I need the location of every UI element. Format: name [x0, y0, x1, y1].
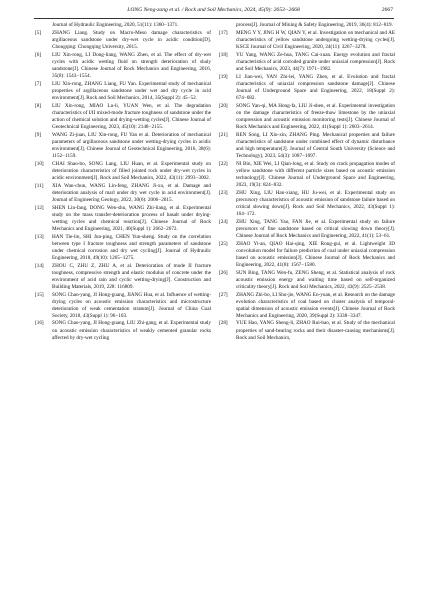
reference-number: [19]	[219, 73, 228, 80]
reference-entry	[35, 234, 211, 262]
reference-text: ZHANG Zhi-bo, LI Shu-jie, WANG En-yuan, et al. Research on the damage evolution characteristics of coal based on cluster analysis of temporal-spatial dimension of acoustic emission events[J]. Chinese Journal of Rock Mechanics and Engineering, 2020, 39(Suppl 2): 3338−3347.	[236, 291, 395, 319]
reference-entry	[35, 205, 211, 233]
running-title: LONG Neng-zang et al. / Rock and Soil Mechanics, 2024, 45(9): 2653−2668	[127, 7, 300, 13]
reference-text: SONG Chao-yang, JI Hong-guang, LIU Zhi-gang, et al. Experimental study on acoustic emission characteristics of weakly cemented granular rocks affected by dry-wet cycling	[52, 320, 211, 341]
reference-entry	[219, 241, 395, 269]
reference-number: [16]	[35, 320, 44, 327]
reference-number: [6]	[35, 51, 42, 58]
reference-number: [24]	[219, 218, 228, 225]
reference-number: [25]	[219, 240, 228, 247]
reference-entry	[219, 52, 395, 73]
reference-entry	[219, 74, 395, 102]
reference-number: [22]	[219, 160, 228, 167]
reference-number: [14]	[35, 262, 44, 269]
reference-number: [28]	[219, 320, 228, 327]
reference-text: ZHAO Yi-an, QIAO Hai-qing, XIE Rong-gui, et al. Lightweight 3D convolution model for failure prediction of coal under uniaxial compression based on acoustic emission[J]. Chinese Journal of Rock Mechanics and Engineering, 2022, 41(8): 1567−1580.	[236, 240, 395, 268]
reference-entry	[219, 190, 395, 218]
reference-text: SUN Bing, TANG Wen-fu, ZENG Sheng, et al. Statistical analysis of rock acoustic emission energy and waiting time based on self-organized criticality theory[J]. Rock and Soil Mechanics, 2022, 43(9): 2525−2538.	[236, 269, 395, 290]
reference-text: MENG Y Y, JING H W, QIAN Y, et al. Investigation on mechanical and AE characteristics of yellow sandstone undergoing wetting-drying cycles[J]. KSCE Journal of Civil Engineering, 2020, 24(11): 3267−3278.	[236, 29, 395, 50]
reference-text: ZHOU C, ZHU Z, ZHU A, et al. Deterioration of mode II fracture toughness, compressive strength and elastic modulus of concrete under the environment of acid rain and cyclic wetting-drying[J]. Construction and Building Materials, 2019, 228: 116809.	[52, 262, 211, 290]
reference-number: [7]	[35, 80, 42, 87]
references-left-column	[35, 22, 211, 342]
reference-text: WANG Zi-juan, LIU Xin-rong, FU Yan et al. Deterioration of mechanical parameters of argillaceous sandstone under wetting-drying cycles in acidic environment[J]. Chinese Journal of Geotechnical Engineering, 2016, 38(6): 1152−1159.	[52, 131, 211, 159]
reference-entry	[35, 320, 211, 341]
reference-entry	[35, 103, 211, 131]
reference-entry	[35, 30, 211, 51]
reference-entry	[35, 132, 211, 160]
reference-text: LIU Xin-rong, MIAO Lu-li, YUAN Wen, et al. The degradation characteristics of I/II mixed-mode fracture toughness of sandstone under the action of chemical solution and drying-wetting cycles[J]. Chinese Journal of Geotechnical Engineering, 2023, 45(10): 2148−2155.	[52, 102, 211, 130]
reference-number: [9]	[35, 131, 42, 138]
reference-number: [18]	[219, 51, 228, 58]
reference-text: REN Song, LI Xiu-xin, ZHANG Ping. Mechanical properties and failure characteristics of sandstone under combined effect of dynamic disturbance and high temperature[J]. Journal of Central South University (Science and Technology), 2023, 54(3): 1087−1097.	[236, 131, 395, 159]
reference-number: [27]	[219, 291, 228, 298]
reference-entry	[219, 292, 395, 320]
reference-text: LI Jian-wei, YAN Zhi-lei, YANG Zhen, et al. Evolution and fractal characteristics of uniaxial compression sandstone damage[J]. Chinese Journal of Underground Space and Engineering, 2022, 18(Suppl 2): 674−682.	[236, 73, 395, 101]
reference-entry	[219, 161, 395, 189]
reference-entry	[35, 161, 211, 182]
reference-text: CHAI Shao-bo, SONG Lang, LIU Huan, et al. Experimental study on deterioration characteristics of filled jointed rock under dry-wet cycles in acidic environment[J]. Rock and Soil Mechanics, 2022, 43(11): 2993−3002.	[52, 160, 211, 181]
reference-entry	[219, 219, 395, 240]
reference-number: [21]	[219, 131, 228, 138]
header-rule	[34, 18, 394, 19]
reference-number: [10]	[35, 160, 44, 167]
reference-number: [26]	[219, 269, 228, 276]
reference-text: process[J]. Journal of Mining & Safety Engineering, 2019, 36(4): 812−819.	[236, 22, 393, 28]
reference-entry	[35, 81, 211, 102]
reference-number: [11]	[35, 182, 44, 189]
reference-number: [8]	[35, 102, 42, 109]
reference-text: HAN Tie-lin, SHI Jun-ping, CHEN Yun-sheng. Study on the correlation between type I fracture toughness and strength parameters of sandstone under chemical corrosion and dry wet cycling[J]. Journal of Hydraulic Engineering, 2018, 49(10): 1265−1275.	[52, 233, 211, 261]
reference-continuation	[35, 22, 211, 29]
reference-text: Journal of Hydraulic Engineering, 2020, 51(11): 1360−1371.	[52, 22, 179, 28]
reference-text: SHEN Lin-fang, DONG Wen-shu, WANG Zhi-liang, et al. Experimental study on the mass transfer-deterioration process of basalt under drying-wetting cycles and chemical reaction[J]. Chinese Journal of Rock Mechanics and Engineering, 2021, 40(Suppl 1): 2662−2672.	[52, 204, 211, 232]
reference-number: [17]	[219, 29, 228, 36]
reference-text: ZHU Xing, TANG Yao, FAN Jie, et al. Experimental study on failure precursors of fine sandstone based on critical slowing down theory[J]. Chinese Journal of Rock Mechanics and Engineering, 2022, 41(1): 53−61.	[236, 218, 395, 239]
reference-entry	[35, 292, 211, 320]
reference-text: XIA Wan-chun, WANG Lin-feng, ZHANG Ji-xu, et al. Damage and deterioration analysis of marl under dry wet cycle in acid environment[J]. Journal of Engineering Geology, 2022, 30(6): 2006−2015.	[52, 182, 211, 203]
reference-text: YUE Hao, YANG Sheng-li, ZHAO Rui-bao, et al. Study of the mechanical properties of sand-bearing rocks and their disaster-causing mechanisms[J]. Rock and Soil Mechanics,	[236, 320, 395, 341]
reference-entry	[219, 103, 395, 131]
reference-entry	[219, 270, 395, 291]
reference-number: [13]	[35, 233, 44, 240]
reference-text: YU Yang, WANG Ze-hua, TANG Cai-xuan. Energy evolution and fractal characteristics of acid corroded granite under uniaxial compression[J]. Rock and Soil Mechanics, 2023, 44(7): 1971−1982.	[236, 51, 395, 72]
reference-number: [20]	[219, 102, 228, 109]
reference-text: LIU Xin-rong, LI Dong-liang, WANG Zhen, et al. The effect of dry-wet cycles with acidic wetting fluid on strength deterioration of shaly sandstone[J]. Chinese Journal of Rock Mechanics and Engineering, 2016, 35(8): 1543−1554.	[52, 51, 211, 79]
reference-entry	[35, 52, 211, 80]
reference-entry	[219, 132, 395, 160]
reference-text: SONG Chao-yang, JI Hong-guang, JIANG Hua, et al. Influence of wetting-drying cycles on acoustic emission characteristics and microstructure deterioration of weak cementation stratum[J]. Journal of China Coal Society, 2018, 43(Suppl 1): 96−103.	[52, 291, 211, 319]
reference-entry	[35, 183, 211, 204]
reference-text: SONG Yan-qi, MA Hong-fa, LIU Ji-shen, et al. Experimental investigation on the damage characteristics of freeze-thaw limestone by the uniaxial compression and acoustic emission monitoring tests[J]. Chinese Journal of Rock Mechanics and Engineering, 2022, 41(Suppl 1): 2603−2614.	[236, 102, 395, 130]
reference-number: [5]	[35, 29, 42, 36]
reference-continuation	[219, 22, 395, 29]
reference-text: ZHANG Liang. Study on Macro-Meso damage characteristics of argillaceous sandstone under dry-wet cycle in acidic condition[D]. Chongqing: Chongqing University, 2015.	[52, 29, 211, 50]
reference-number: [15]	[35, 291, 44, 298]
references-right-column	[219, 22, 395, 342]
reference-number: [12]	[35, 204, 44, 211]
reference-text: LIU Xin-rong, ZHANG Liang, FU Yan. Experimental study of mechanical properties of argillaceous sandstone under wet and dry cycle in acid environment[J]. Rock and Soil Mechanics, 2014, 35(Suppl 2): 45−52.	[52, 80, 211, 101]
reference-entry	[219, 320, 395, 341]
page-number: 2667	[381, 7, 393, 13]
reference-entry	[35, 263, 211, 291]
reference-number: [23]	[219, 189, 228, 196]
reference-entry	[219, 30, 395, 51]
reference-text: ZHU Xing, LIU Han-xiang, HU Ju-wei, et al. Experimental study on precursory characteristics of acoustic emission of sandstone failure based on critical slowing down[J]. Rock and Soil Mechanics, 2022, 43(Suppl 1): 164−172.	[236, 189, 395, 217]
reference-text: NI Bin, XIE Wei, LI Qian-long, et al. Study on crack propagation modes of yellow sandstone with different particle sizes based on acoustic emission technology[J]. Chinese Journal of Underground Space and Engineering, 2023, 19(3): 824−832.	[236, 160, 395, 188]
